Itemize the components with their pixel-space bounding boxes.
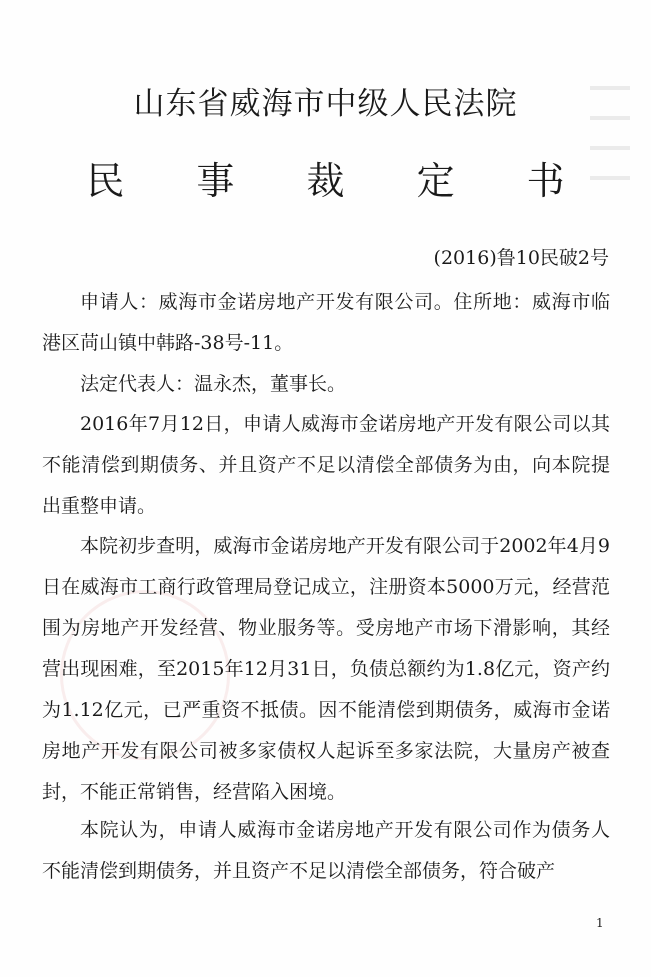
court-name: 山东省威海市中级人民法院 [133,86,518,122]
applicant-paragraph: 申请人：威海市金诺房地产开发有限公司。住所地：威海市临港区苘山镇中韩路-38号-11。 [42,291,610,354]
findings-paragraph: 本院初步查明，威海市金诺房地产开发有限公司于2002年4月9日在威海市工商行政管理局登记成立，注册资本5000万元，经营范围为房地产开发经营、物业服务等。受房地产市场下滑影响，其经营出现困难，至2015年12月31日，负债总额约为1.8亿元，资产约为1.12亿元，已严重资不抵债。因不能清偿到期债务，威海市金诺房地产开发有限公司被多家债权人起诉至多家法院，大量房产被查封，不能正常销售，经营陷入困境。 [42,535,610,803]
case-number: (2016)鲁10民破2号 [433,247,609,269]
application-paragraph: 2016年7月12日，申请人威海市金诺房地产开发有限公司以其不能清偿到期债务、并且资产不足以清偿全部债务为由，向本院提出重整申请。 [42,413,610,517]
document-title: 民 事 裁 定 书 [86,159,595,203]
page-number: 1 [596,916,604,930]
legal-representative-paragraph: 法定代表人：温永杰，董事长。 [80,373,347,395]
opinion-paragraph: 本院认为，申请人威海市金诺房地产开发有限公司作为债务人不能清偿到期债务，并且资产不足以清偿全部债务，符合破产 [42,819,610,882]
